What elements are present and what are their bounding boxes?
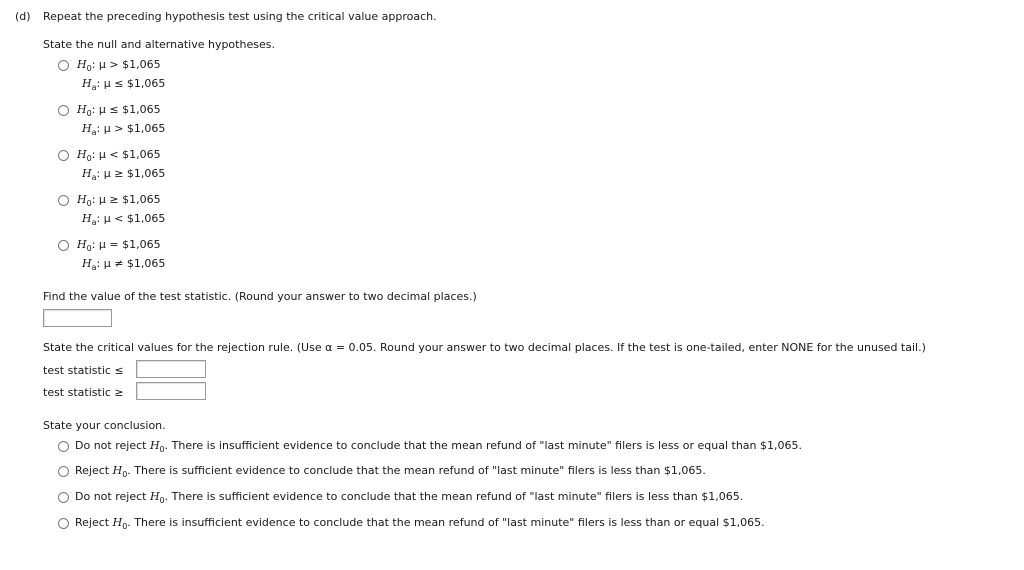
hypothesis-option-2-ha: $H_a$: μ > $1,065 xyxy=(82,122,166,138)
hypothesis-option-2-h0: $H_0$: μ ≤ $1,065 xyxy=(77,103,161,119)
critical-values-prompt: State the critical values for the rejection rule. (Use α = 0.05. Round your answer to two decimal places. If the test is one-tailed, enter NONE for the unused tail.) xyxy=(43,341,926,354)
hypothesis-option-5-h0: $H_0$: μ = $1,065 xyxy=(77,238,161,254)
hypothesis-radio-5[interactable] xyxy=(58,240,69,251)
hypothesis-option-5-ha: $H_a$: μ ≠ $1,065 xyxy=(82,257,166,273)
hypothesis-radio-1[interactable] xyxy=(58,60,69,71)
hypothesis-option-3-ha: $H_a$: μ ≥ $1,065 xyxy=(82,167,166,183)
hypotheses-prompt: State the null and alternative hypotheses. xyxy=(43,38,275,51)
upper-critical-input[interactable] xyxy=(136,382,206,400)
hypothesis-radio-2[interactable] xyxy=(58,105,69,116)
hypothesis-option-1-h0: $H_0$: μ > $1,065 xyxy=(77,58,161,74)
conclusion-radio-3[interactable] xyxy=(58,492,69,503)
upper-critical-label: test statistic ≥ xyxy=(43,386,124,399)
conclusion-radio-1[interactable] xyxy=(58,441,69,452)
part-label: (d) xyxy=(15,10,31,23)
conclusion-option-4: Reject $H_0$. There is insufficient evidence to conclude that the mean refund of "last minute" filers is less than or equal $1,065. xyxy=(75,516,765,532)
conclusion-radio-4[interactable] xyxy=(58,518,69,529)
conclusion-option-3: Do not reject $H_0$. There is sufficient evidence to conclude that the mean refund of "last minute" filers is less than $1,065. xyxy=(75,490,744,506)
test-statistic-prompt: Find the value of the test statistic. (Round your answer to two decimal places.) xyxy=(43,290,477,303)
lower-critical-label: test statistic ≤ xyxy=(43,364,124,377)
hypothesis-radio-4[interactable] xyxy=(58,195,69,206)
conclusion-radio-2[interactable] xyxy=(58,466,69,477)
lower-critical-input[interactable] xyxy=(136,360,206,378)
hypothesis-option-3-h0: $H_0$: μ < $1,065 xyxy=(77,148,161,164)
hypothesis-option-4-ha: $H_a$: μ < $1,065 xyxy=(82,212,166,228)
conclusion-option-2: Reject $H_0$. There is sufficient evidence to conclude that the mean refund of "last minute" filers is less than $1,065. xyxy=(75,464,706,480)
hypothesis-radio-3[interactable] xyxy=(58,150,69,161)
test-statistic-input[interactable] xyxy=(43,309,112,327)
hypothesis-option-1-ha: $H_a$: μ ≤ $1,065 xyxy=(82,77,166,93)
hypothesis-option-4-h0: $H_0$: μ ≥ $1,065 xyxy=(77,193,161,209)
part-instruction: Repeat the preceding hypothesis test using the critical value approach. xyxy=(43,10,437,23)
conclusion-option-1: Do not reject $H_0$. There is insufficient evidence to conclude that the mean refund of "last minute" filers is less or equal than $1,065. xyxy=(75,439,802,455)
conclusion-prompt: State your conclusion. xyxy=(43,419,166,432)
